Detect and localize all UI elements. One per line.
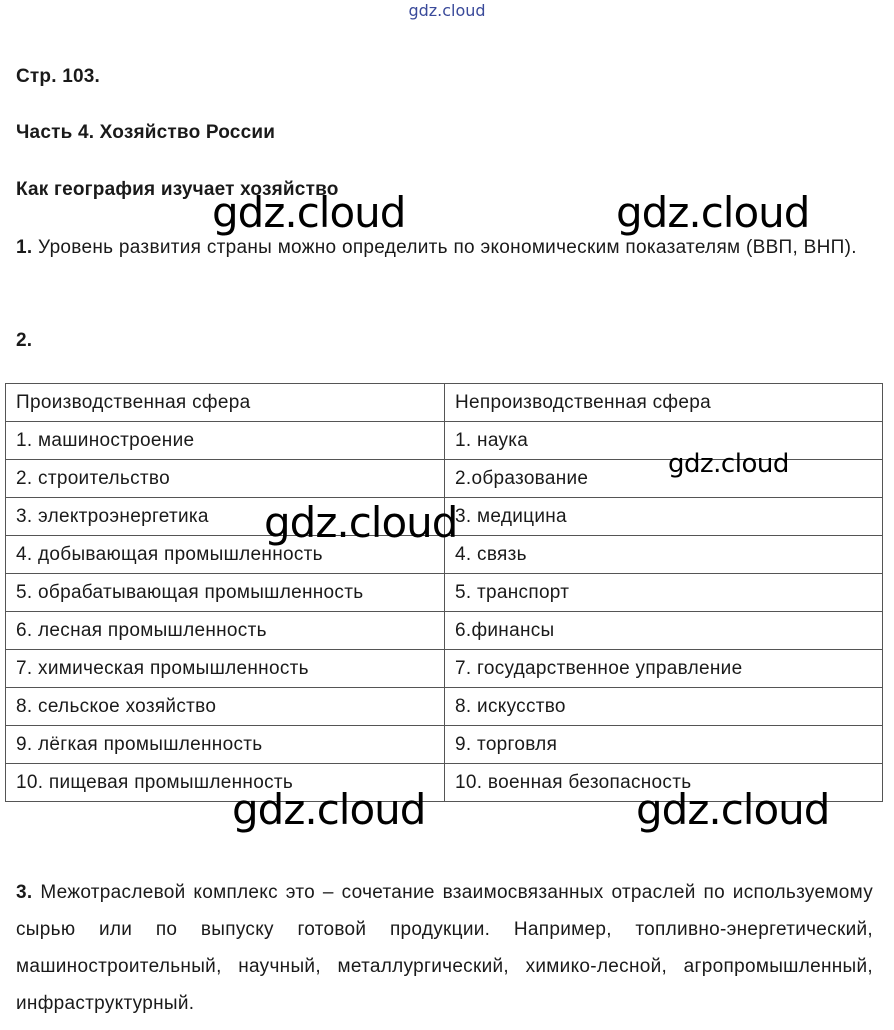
- table-header-row: [6, 384, 883, 422]
- table-row: [6, 650, 883, 688]
- nonproduction-cell: 7. государственное управление: [445, 650, 883, 688]
- nonproduction-cell: 2.образование: [445, 460, 883, 498]
- question-2-number: 2.: [16, 330, 33, 351]
- watermark: gdz.cloud: [212, 188, 406, 237]
- production-cell: 5. обрабатывающая промышленность: [6, 574, 445, 612]
- production-cell: 3. электроэнергетика: [6, 498, 445, 536]
- header-production-sphere: Производственная сфера: [6, 384, 445, 422]
- nonproduction-cell: 9. торговля: [445, 726, 883, 764]
- watermark: gdz.cloud: [668, 449, 789, 479]
- question-3-text: Межотраслевой комплекс это – сочетание взаимосвязанных отраслей по используемому сырью или по выпуску готовой продукции. Например, топливно-энергетический, машиностроительный, научный, металлургический, химико-лесной, агропромышленный, инфраструктурный.: [16, 882, 873, 1014]
- nonproduction-cell: 10. военная безопасность: [445, 764, 883, 802]
- table-row: [6, 688, 883, 726]
- production-cell: 10. пищевая промышленность: [6, 764, 445, 802]
- section-title: Как география изучает хозяйство: [16, 179, 339, 200]
- production-cell: 1. машиностроение: [6, 422, 445, 460]
- watermark: gdz.cloud: [264, 498, 458, 547]
- question-1-text: Уровень развития страны можно определить по экономическим показателям (ВВП, ВНП).: [38, 237, 857, 258]
- production-cell: 7. химическая промышленность: [6, 650, 445, 688]
- nonproduction-cell: 8. искусство: [445, 688, 883, 726]
- watermark: gdz.cloud: [616, 188, 810, 237]
- question-3: [16, 874, 873, 1022]
- nonproduction-cell: 4. связь: [445, 536, 883, 574]
- table-row: [6, 612, 883, 650]
- production-cell: 6. лесная промышленность: [6, 612, 445, 650]
- watermark: gdz.cloud: [636, 785, 830, 834]
- nonproduction-cell: 3. медицина: [445, 498, 883, 536]
- table-row: [6, 726, 883, 764]
- nonproduction-cell: 6.финансы: [445, 612, 883, 650]
- nonproduction-cell: 5. транспорт: [445, 574, 883, 612]
- question-1-number: 1.: [16, 237, 33, 258]
- production-cell: 9. лёгкая промышленность: [6, 726, 445, 764]
- table-row: [6, 574, 883, 612]
- header-nonproduction-sphere: Непроизводственная сфера: [445, 384, 883, 422]
- sectors-table: [5, 383, 883, 802]
- question-3-number: 3.: [16, 882, 33, 903]
- production-cell: 8. сельское хозяйство: [6, 688, 445, 726]
- nonproduction-cell: 1. наука: [445, 422, 883, 460]
- page-reference: Стр. 103.: [16, 66, 100, 87]
- header-watermark: gdz.cloud: [408, 1, 486, 20]
- watermark: gdz.cloud: [232, 785, 426, 834]
- production-cell: 2. строительство: [6, 460, 445, 498]
- production-cell: 4. добывающая промышленность: [6, 536, 445, 574]
- part-title: Часть 4. Хозяйство России: [16, 122, 276, 143]
